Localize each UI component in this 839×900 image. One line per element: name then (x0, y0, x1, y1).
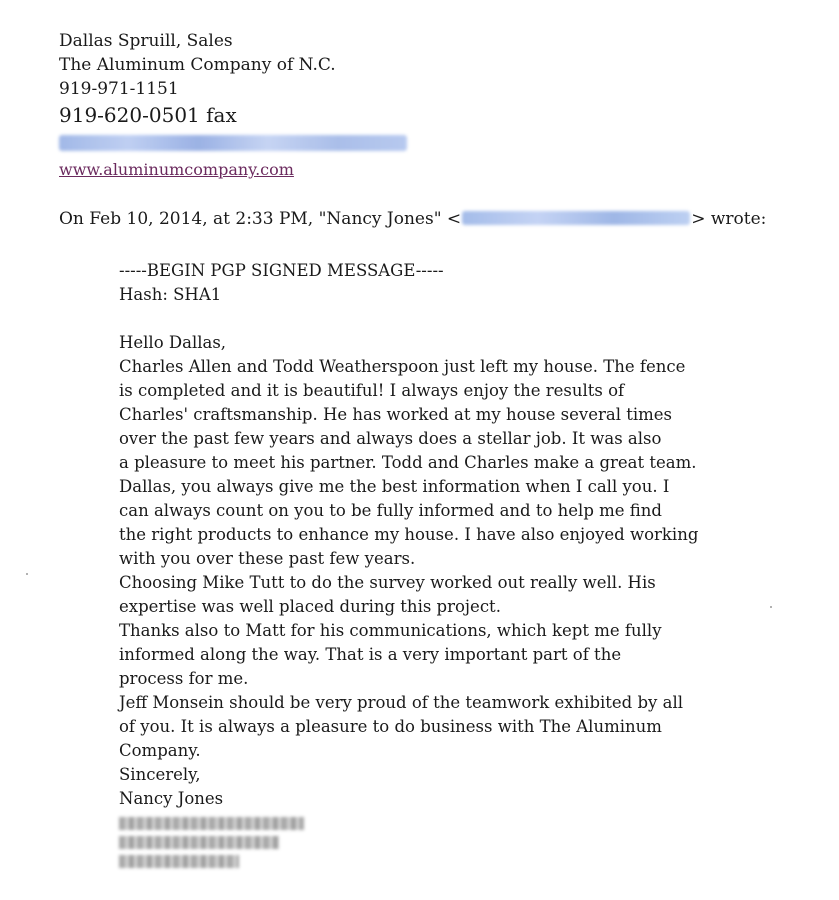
quote-header (59, 207, 766, 231)
message-line: a pleasure to meet his partner. Todd and Charles make a great team. (119, 453, 697, 472)
redacted-phone-number (119, 855, 239, 868)
paragraph-gap (119, 307, 759, 331)
quote-header-suffix: > wrote: (691, 209, 767, 229)
scan-speck (26, 573, 28, 575)
signature-company: The Aluminum Company of N.C. (59, 55, 336, 75)
pgp-hash-line: Hash: SHA1 (119, 285, 222, 304)
message-line: expertise was well placed during this project. (119, 597, 501, 616)
message-line: can always count on you to be fully informed and to help me find (119, 501, 662, 520)
message-line: process for me. (119, 669, 249, 688)
redacted-sender-email[interactable] (462, 211, 690, 225)
redacted-city-state-zip (119, 836, 279, 849)
quoted-message (119, 259, 759, 873)
quote-header-prefix: On Feb 10, 2014, at 2:33 PM, "Nancy Jones" < (59, 209, 462, 229)
message-line: Charles Allen and Todd Weatherspoon just left my house. The fence (119, 357, 686, 376)
message-line: the right products to enhance my house. I have also enjoyed working (119, 525, 699, 544)
signature-fax: 919-620-0501 fax (59, 103, 237, 127)
redacted-street-address (119, 817, 304, 830)
redacted-email-link[interactable] (59, 135, 407, 151)
signature-phone: 919-971-1151 (59, 79, 179, 99)
message-line: Thanks also to Matt for his communications, which kept me fully (119, 621, 662, 640)
greeting: Hello Dallas, (119, 333, 227, 352)
message-line: Company. (119, 741, 201, 760)
email-signature (59, 29, 407, 181)
message-line: over the past few years and always does a stellar job. It was also (119, 429, 662, 448)
message-line: with you over these past few years. (119, 549, 416, 568)
website-link[interactable]: www.aluminumcompany.com (59, 160, 294, 179)
message-line: is completed and it is beautiful! I always enjoy the results of (119, 381, 625, 400)
sender-name: Nancy Jones (119, 789, 224, 808)
message-line: of you. It is always a pleasure to do business with The Aluminum (119, 717, 662, 736)
message-line: Dallas, you always give me the best information when I call you. I (119, 477, 670, 496)
message-line: Choosing Mike Tutt to do the survey worked out really well. His (119, 573, 656, 592)
scan-speck (770, 606, 772, 608)
signature-name-title: Dallas Spruill, Sales (59, 31, 233, 51)
pgp-begin-line: -----BEGIN PGP SIGNED MESSAGE----- (119, 261, 444, 280)
message-line: informed along the way. That is a very important part of the (119, 645, 622, 664)
message-line: Jeff Monsein should be very proud of the teamwork exhibited by all (119, 693, 684, 712)
closing: Sincerely, (119, 765, 201, 784)
message-line: Charles' craftsmanship. He has worked at my house several times (119, 405, 672, 424)
